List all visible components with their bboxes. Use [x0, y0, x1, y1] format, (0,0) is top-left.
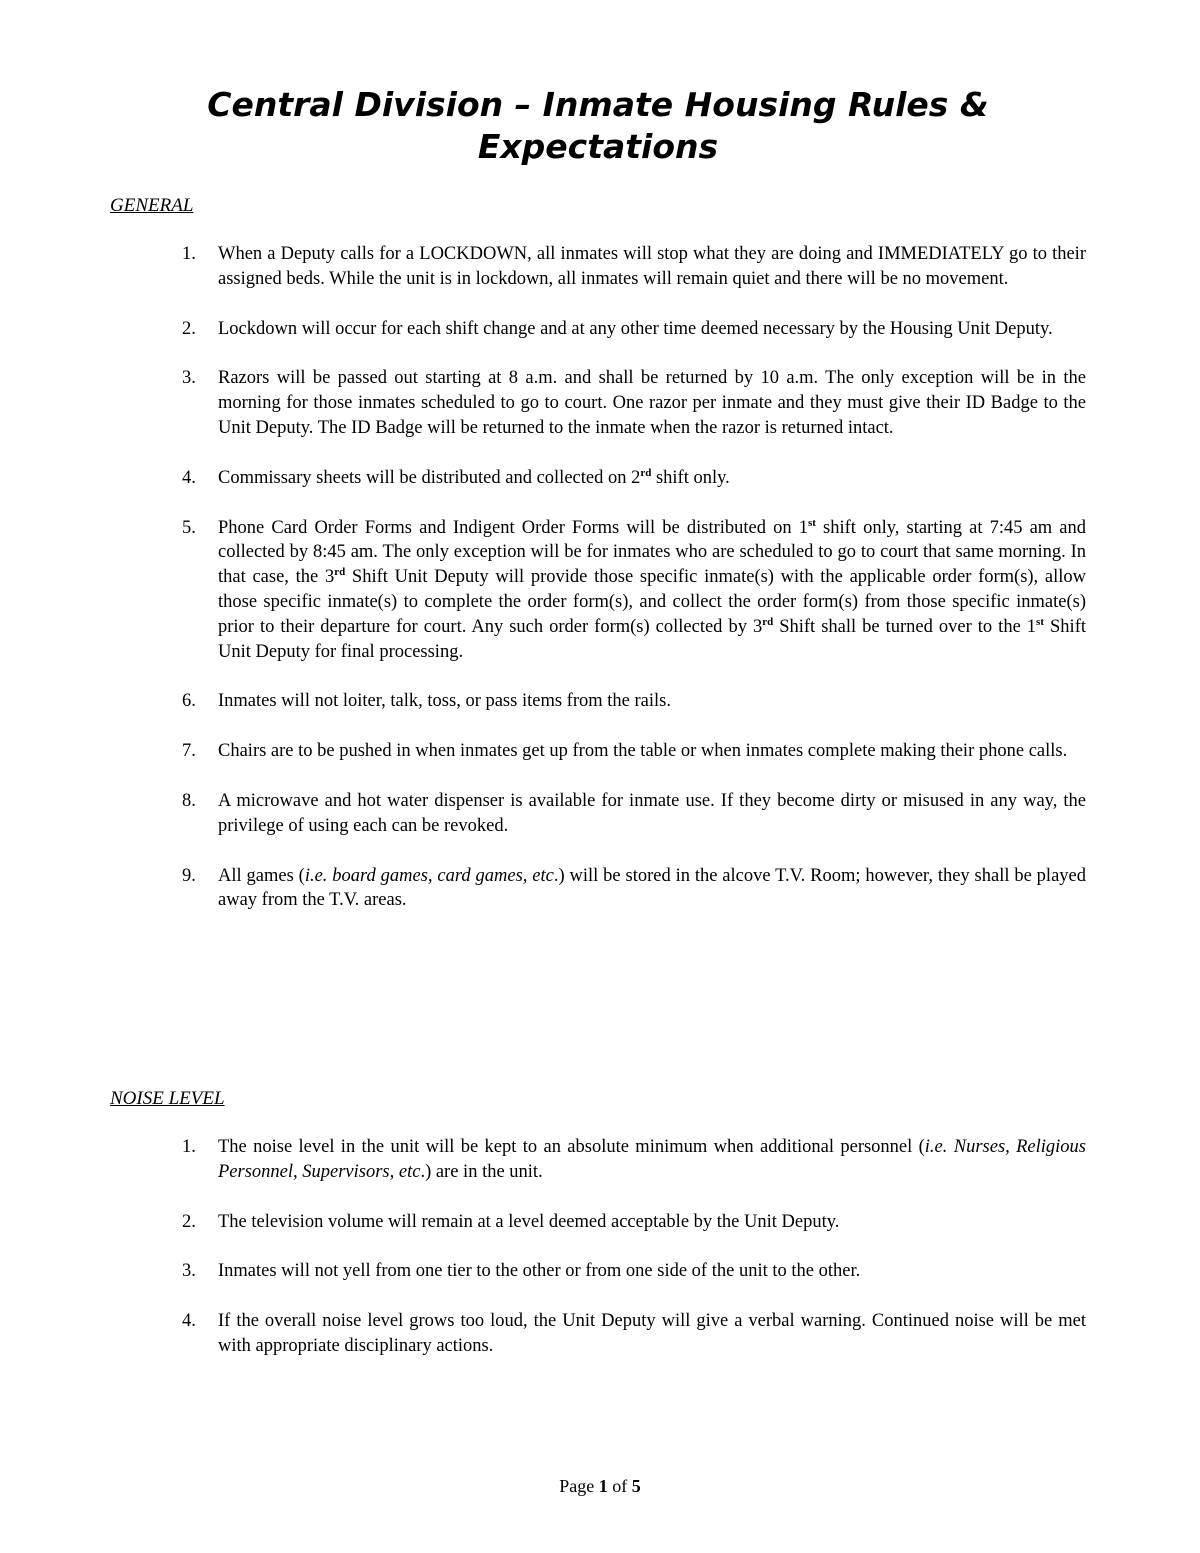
page-current-number: 1: [598, 1476, 608, 1496]
rule-number: 9.: [182, 865, 196, 886]
rule-text: The television volume will remain at a level deemed acceptable by the Unit Deputy.: [218, 1211, 840, 1232]
rule-item: [110, 864, 1086, 914]
rule-text: The noise level in the unit will be kept to an absolute minimum when additional personnel (i.e. Nurses, Religious Personnel, Supervisors, etc.) are in the unit.: [218, 1137, 1086, 1182]
rule-item: [110, 1135, 1086, 1185]
general-rules-list: [110, 242, 1086, 913]
rule-number: 7.: [182, 741, 196, 762]
rule-item: [110, 689, 1086, 714]
title-line-1: Central Division – Inmate Housing Rules &: [207, 85, 989, 124]
rule-item: [110, 1309, 1086, 1359]
rule-number: 6.: [182, 691, 196, 712]
rule-item: [110, 739, 1086, 764]
section-heading-noise-level: NOISE LEVEL: [110, 1088, 225, 1109]
rule-item: [110, 366, 1086, 440]
rule-text: If the overall noise level grows too loud, the Unit Deputy will give a verbal warning. Continued noise will be met with appropriate disciplinary actions.: [218, 1311, 1086, 1356]
page-footer: [0, 1476, 1200, 1497]
page-total-number: 5: [631, 1476, 641, 1496]
rule-text: Razors will be passed out starting at 8 a.m. and shall be returned by 10 a.m. The only exception will be in the morning for those inmates scheduled to go to court. One razor per inmate and they must give their ID Badge to the Unit Deputy. The ID Badge will be returned to the inmate when the razor is returned intact.: [218, 368, 1086, 438]
document-title: [110, 84, 1086, 168]
rule-text: Commissary sheets will be distributed and collected on 2rd shift only.: [218, 466, 730, 488]
rule-number: 1.: [182, 1137, 196, 1157]
rule-item: [110, 516, 1086, 665]
rule-number: 3.: [182, 1261, 196, 1282]
page-label: Page: [559, 1476, 595, 1496]
rule-number: 5.: [182, 517, 196, 538]
rule-text: Inmates will not loiter, talk, toss, or pass items from the rails.: [218, 691, 671, 712]
rule-number: 4.: [182, 1311, 196, 1332]
rule-text: Chairs are to be pushed in when inmates get up from the table or when inmates complete making their phone calls.: [218, 741, 1068, 762]
rule-number: 2.: [182, 318, 196, 339]
rule-item: [110, 1259, 1086, 1284]
page-of-label: of: [612, 1476, 628, 1496]
rule-text: A microwave and hot water dispenser is available for inmate use. If they become dirty or misused in any way, the privilege of using each can be revoked.: [218, 790, 1086, 836]
general-section: [110, 194, 1086, 913]
rule-number: 4.: [182, 467, 196, 488]
rule-number: 3.: [182, 368, 196, 389]
rule-item: [110, 242, 1086, 292]
rule-number: 2.: [182, 1211, 196, 1232]
rule-item: [110, 466, 1086, 491]
rule-text: All games (i.e. board games, card games, etc.) will be stored in the alcove T.V. Room; however, they shall be played away from the T.V. areas.: [218, 865, 1086, 911]
rule-number: 1.: [182, 244, 196, 264]
rule-item: [110, 1210, 1086, 1235]
rule-text: Phone Card Order Forms and Indigent Order Forms will be distributed on 1st shift only, starting at 7:45 am and collected by 8:45 am. The only exception will be for inmates who are scheduled to go to court that same morning. In that case, the 3rd Shift Unit Deputy will provide those specific inmate(s) with the applicable order form(s), allow those specific inmate(s) to complete the order form(s), and collect the order form(s) from those specific inmate(s) prior to their departure for court. Any such order form(s) collected by 3rd Shift shall be turned over to the 1st Shift Unit Deputy for final processing.: [218, 516, 1087, 662]
title-line-2: Expectations: [477, 127, 719, 166]
rule-number: 8.: [182, 790, 196, 811]
rule-item: [110, 789, 1086, 839]
section-heading-general: GENERAL: [110, 195, 194, 216]
rule-text: Inmates will not yell from one tier to the other or from one side of the unit to the other.: [218, 1261, 861, 1282]
noise-level-section: [110, 1087, 1086, 1359]
noise-rules-list: [110, 1135, 1086, 1359]
rule-text: Lockdown will occur for each shift change and at any other time deemed necessary by the Housing Unit Deputy.: [218, 318, 1053, 339]
rule-item: [110, 317, 1086, 342]
rule-text: When a Deputy calls for a LOCKDOWN, all inmates will stop what they are doing and IMMEDIATELY go to their assigned beds. While the unit is in lockdown, all inmates will remain quiet and there will be no movement.: [218, 244, 1086, 289]
